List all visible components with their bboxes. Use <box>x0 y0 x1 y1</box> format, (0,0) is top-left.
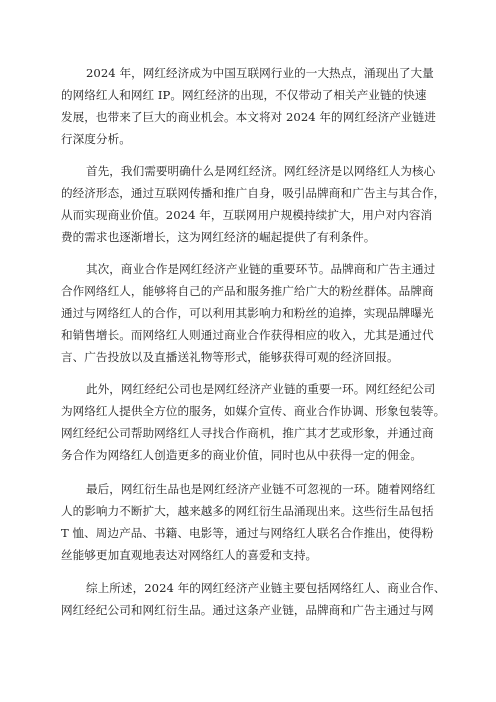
text-line: 和销售增长。而网络红人则通过商业合作获得相应的收入，尤其是通过代 <box>61 328 434 342</box>
text-line: 的经济形态，通过互联网传播和推广自身，吸引品牌商和广告主与其合作， <box>61 186 446 200</box>
paragraph-agency <box>61 378 461 466</box>
text-line: 言、广告投放以及直播送礼物等形式，能够获得可观的经济回报。 <box>61 350 399 364</box>
text-line: 发展，也带来了巨大的商业机会。本文将对 2024 年的网红经济产业链进 <box>61 110 436 124</box>
paragraph-intro <box>61 62 461 150</box>
text-line: 行深度分析。 <box>61 132 131 146</box>
text-line: 为网络红人提供全方位的服务，如媒介宣传、商业合作协调、形象包装等。 <box>61 404 446 418</box>
text-line: 此外，网红经纪公司也是网红经济产业链的重要一环。网红经纪公司 <box>86 382 436 396</box>
text-line: 的网络红人和网红 IP。网红经济的出现，不仅带动了相关产业链的快速 <box>61 88 427 102</box>
text-line: T 恤、周边产品、书籍、电影等，通过与网络红人联名合作推出，使得粉 <box>61 526 434 540</box>
paragraph-definition <box>61 160 461 248</box>
text-line: 人的影响力不断扩大，越来越多的网红衍生品涌现出来。这些衍生品包括 <box>61 504 434 518</box>
text-line: 最后，网红衍生品也是网红经济产业链不可忽视的一环。随着网络红 <box>86 482 436 496</box>
text-line: 从而实现商业价值。2024 年，互联网用户规模持续扩大，用户对内容消 <box>61 208 433 222</box>
text-line: 务合作为网络红人创造更多的商业价值，同时也从中获得一定的佣金。 <box>61 448 422 462</box>
text-line: 通过与网络红人的合作，可以利用其影响力和粉丝的追捧，实现品牌曝光 <box>61 306 434 320</box>
text-line: 合作网络红人，能够将自己的产品和服务推广给广大的粉丝群体。品牌商 <box>61 284 434 298</box>
paragraph-conclusion <box>61 577 461 621</box>
text-line: 丝能够更加直观地表达对网络红人的喜爱和支持。 <box>61 548 318 562</box>
text-line: 其次，商业合作是网红经济产业链的重要环节。品牌商和广告主通过 <box>86 262 436 276</box>
text-line: 网红经纪公司帮助网络红人寻找合作商机，推广其才艺或形象，并通过商 <box>61 426 434 440</box>
paragraph-derivatives <box>61 478 461 566</box>
text-line: 综上所述，2024 年的网红经济产业链主要包括网络红人、商业合作、 <box>86 581 446 595</box>
text-line: 网红经纪公司和网红衍生品。通过这条产业链，品牌商和广告主通过与网 <box>61 603 434 617</box>
text-line: 费的需求也逐渐增长，这为网红经济的崛起提供了有利条件。 <box>61 230 376 244</box>
text-line: 2024 年，网红经济成为中国互联网行业的一大热点，涌现出了大量 <box>86 66 434 80</box>
text-line: 首先，我们需要明确什么是网红经济。网红经济是以网络红人为核心 <box>86 164 436 178</box>
paragraph-business-cooperation <box>61 258 461 368</box>
